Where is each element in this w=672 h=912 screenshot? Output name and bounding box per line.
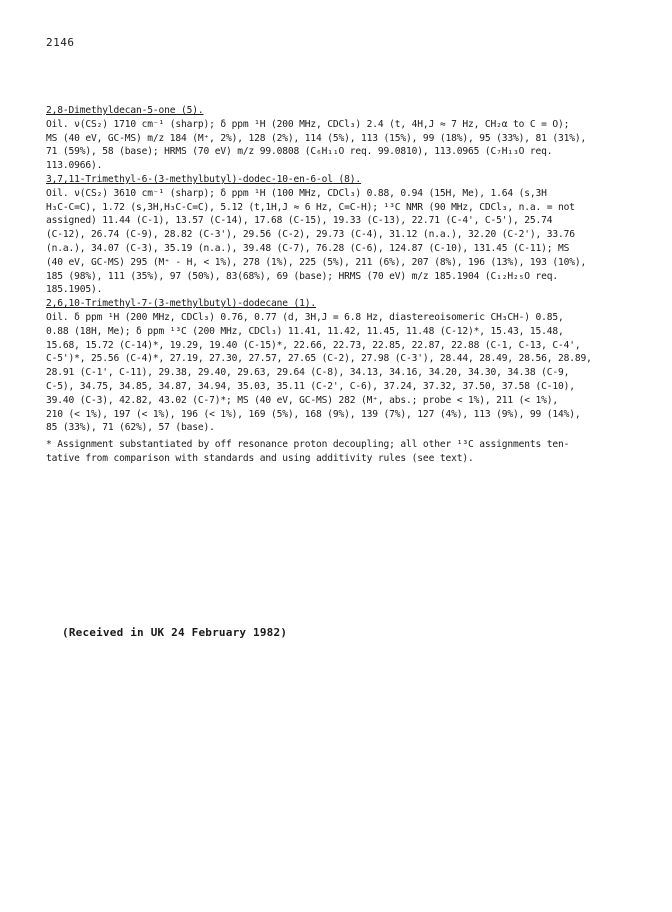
data-line: (40 eV, GC-MS) 295 (M⁺ - H, < 1%), 278 (1%), 225 (5%), 211 (6%), 207 (8%), 196 (13%), 193 (10%), bbox=[46, 256, 587, 268]
footnote-line: * Assignment substantiated by off resonance proton decoupling; all other ¹³C assignments ten- bbox=[46, 439, 570, 451]
footnote-line: tative from comparison with standards and using additivity rules (see text). bbox=[46, 452, 474, 464]
data-line: (n.a.), 34.07 (C-3), 35.19 (n.a.), 39.48 (C-7), 76.28 (C-6), 124.87 (C-10), 131.45 (C-11); MS bbox=[46, 242, 570, 254]
data-line: 210 (< 1%), 197 (< 1%), 196 (< 1%), 169 (5%), 168 (9%), 139 (7%), 127 (4%), 113 (9%), 99 (14%), bbox=[46, 408, 581, 420]
data-line: 185 (98%), 111 (35%), 97 (50%), 83(68%), 69 (base); HRMS (70 eV) m/z 185.1904 (C₁₂H₂₅O req. bbox=[46, 270, 558, 282]
data-line: MS (40 eV, GC-MS) m/z 184 (M⁺, 2%), 128 (2%), 114 (5%), 113 (15%), 99 (18%), 95 (33%), 81 (31%), bbox=[46, 132, 587, 144]
compound-heading: 2,6,10-Trimethyl-7-(3-methylbutyl)-dodecane (1). bbox=[46, 298, 317, 310]
compound-entry-1 bbox=[46, 297, 636, 435]
data-line: 0.88 (18H, Me); δ ppm ¹³C (200 MHz, CDCl₃) 11.41, 11.42, 11.45, 11.48 (C-12)*, 15.43, 15.48, bbox=[46, 325, 564, 337]
compound-entry-5 bbox=[46, 104, 636, 173]
data-line: H₃C-C=C), 1.72 (s,3H,H₃C-C=C), 5.12 (t,1H,J ≈ 6 Hz, C=C-H); ¹³C NMR (90 MHz, CDCl₃, n.a. = not bbox=[46, 201, 575, 213]
page-number: 2146 bbox=[46, 36, 75, 49]
data-line: Oil. δ ppm ¹H (200 MHz, CDCl₃) 0.76, 0.77 (d, 3H,J = 6.8 Hz, diastereoisomeric CH₃CH-) 0.85, bbox=[46, 311, 564, 323]
data-line: 85 (33%), 71 (62%), 57 (base). bbox=[46, 422, 215, 434]
compound-heading: 3,7,11-Trimethyl-6-(3-methylbutyl)-dodec-10-en-6-ol (8). bbox=[46, 173, 362, 185]
data-line: 185.1905). bbox=[46, 284, 103, 296]
data-line: 113.0966). bbox=[46, 160, 103, 172]
data-line: 28.91 (C-1', C-11), 29.38, 29.40, 29.63, 29.64 (C-8), 34.13, 34.16, 34.20, 34.30, 34.38 (C-9, bbox=[46, 367, 570, 379]
data-line: (C-12), 26.74 (C-9), 28.82 (C-3'), 29.56 (C-2), 29.73 (C-4), 31.12 (n.a.), 32.20 (C-2'), 33.76 bbox=[46, 229, 575, 241]
data-line: Oil. ν(CS₂) 1710 cm⁻¹ (sharp); δ ppm ¹H (200 MHz, CDCl₃) 2.4 (t, 4H,J ≈ 7 Hz, CH₂α to C = O); bbox=[46, 118, 570, 130]
footnote bbox=[46, 438, 636, 466]
data-line: C-5), 34.75, 34.85, 34.87, 34.94, 35.03, 35.11 (C-2', C-6), 37.24, 37.32, 37.50, 37.58 (C-10), bbox=[46, 380, 575, 392]
data-line: 15.68, 15.72 (C-14)*, 19.29, 19.40 (C-15)*, 22.66, 22.73, 22.85, 22.87, 22.88 (C-1, C-13, C-4', bbox=[46, 339, 581, 351]
data-line: 39.40 (C-3), 42.82, 43.02 (C-7)*; MS (40 eV, GC-MS) 282 (M⁺, abs.; probe < 1%), 211 (< 1%), bbox=[46, 394, 558, 406]
data-line: Oil. ν(CS₂) 3610 cm⁻¹ (sharp); δ ppm ¹H (100 MHz, CDCl₃) 0.88, 0.94 (15H, Me), 1.64 (s,3H bbox=[46, 187, 547, 199]
received-date: (Received in UK 24 February 1982) bbox=[62, 626, 288, 639]
compound-heading: 2,8-Dimethyldecan-5-one (5). bbox=[46, 105, 204, 116]
data-line: 71 (59%), 58 (base); HRMS (70 eV) m/z 99.0808 (C₆H₁₁O req. 99.0810), 113.0965 (C₇H₁₃O req. bbox=[46, 146, 553, 158]
compound-data-section bbox=[46, 104, 636, 466]
data-line: C-5')*, 25.56 (C-4)*, 27.19, 27.30, 27.57, 27.65 (C-2), 27.98 (C-3'), 28.44, 28.49, 28.56, 28.89, bbox=[46, 353, 592, 365]
data-line: assigned) 11.44 (C-1), 13.57 (C-14), 17.68 (C-15), 19.33 (C-13), 22.71 (C-4', C-5'), 25.74 bbox=[46, 215, 553, 227]
compound-entry-8 bbox=[46, 173, 636, 297]
